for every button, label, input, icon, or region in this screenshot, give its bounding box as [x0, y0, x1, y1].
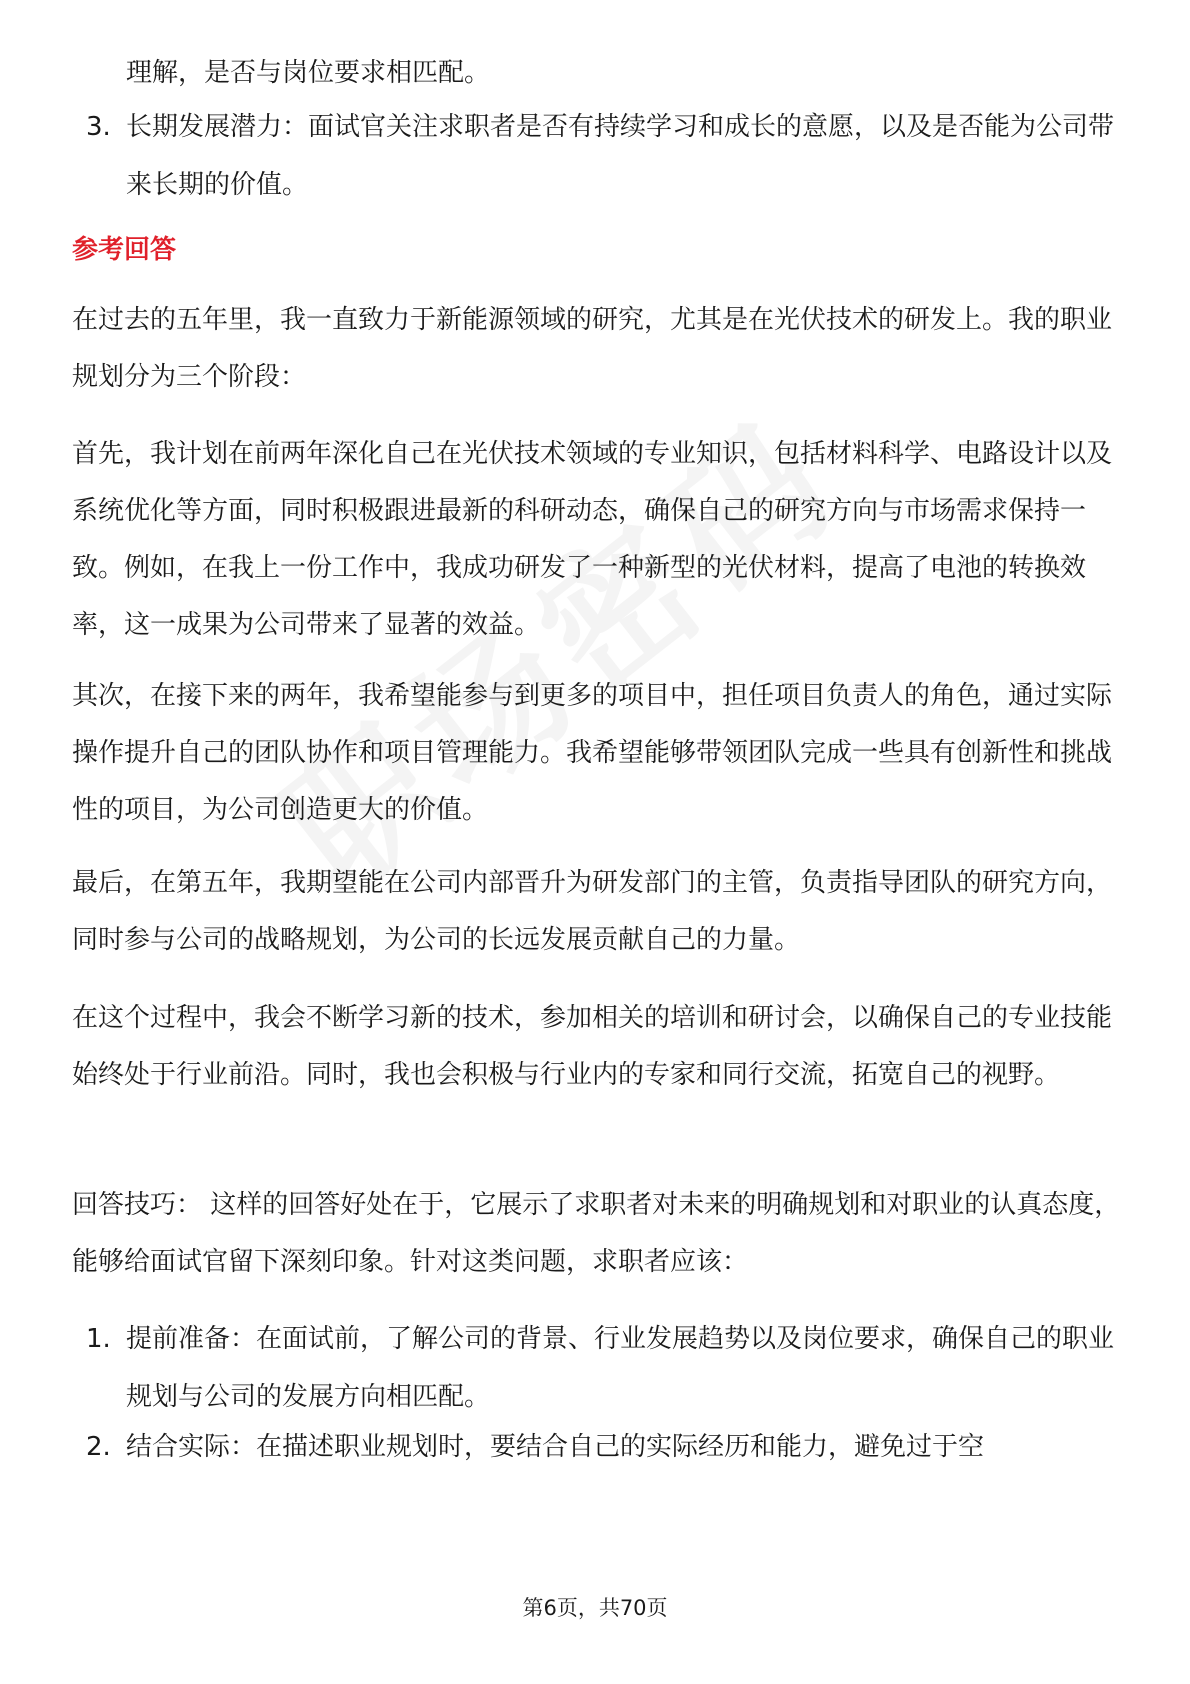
section-heading: 参考回答: [72, 235, 177, 265]
list-item-text: 理解，是否与岗位要求相匹配。: [126, 58, 491, 88]
list-item-text: 结合实际：在描述职业规划时，要结合自己的实际经历和能力，避免过于空: [126, 1432, 985, 1462]
list-item: [72, 98, 1122, 214]
list-item: [72, 1418, 1122, 1476]
paragraph: 最后，在第五年，我期望能在公司内部晋升为研发部门的主管，负责指导团队的研究方向，同时参与公司的战略规划，为公司的长远发展贡献自己的力量。: [72, 868, 1113, 955]
list-item-number: 2.: [86, 1432, 111, 1462]
list-item: [72, 1310, 1122, 1426]
paragraph: 首先，我计划在前两年深化自己在光伏技术领域的专业知识，包括材料科学、电路设计以及系统优化等方面，同时积极跟进最新的科研动态，确保自己的研究方向与市场需求保持一致。例如，在我上一份工作中，我成功研发了一种新型的光伏材料，提高了电池的转换效率，这一成果为公司带来了显著的效益。: [72, 439, 1113, 640]
paragraph: 回答技巧： 这样的回答好处在于，它展示了求职者对未来的明确规划和对职业的认真态度，能够给面试官留下深刻印象。针对这类问题，求职者应该：: [72, 1190, 1121, 1277]
paragraph: 在过去的五年里，我一直致力于新能源领域的研究，尤其是在光伏技术的研发上。我的职业规划分为三个阶段：: [72, 305, 1113, 392]
list-item-number: 1.: [86, 1324, 111, 1354]
paragraph: 其次，在接下来的两年，我希望能参与到更多的项目中，担任项目负责人的角色，通过实际操作提升自己的团队协作和项目管理能力。我希望能够带领团队完成一些具有创新性和挑战性的项目，为公司创造更大的价值。: [72, 681, 1113, 825]
list-item-text: 提前准备：在面试前，了解公司的背景、行业发展趋势以及岗位要求，确保自己的职业规划与公司的发展方向相匹配。: [126, 1324, 1115, 1412]
list-item-number: 3.: [86, 112, 111, 142]
list-item: [72, 44, 1122, 102]
paragraph: 在这个过程中，我会不断学习新的技术，参加相关的培训和研讨会，以确保自己的专业技能始终处于行业前沿。同时，我也会积极与行业内的专家和同行交流，拓宽自己的视野。: [72, 1003, 1113, 1090]
list-item-text: 长期发展潜力：面试官关注求职者是否有持续学习和成长的意愿，以及是否能为公司带来长期的价值。: [126, 112, 1115, 200]
page-number: 第6页，共70页: [522, 1596, 668, 1620]
